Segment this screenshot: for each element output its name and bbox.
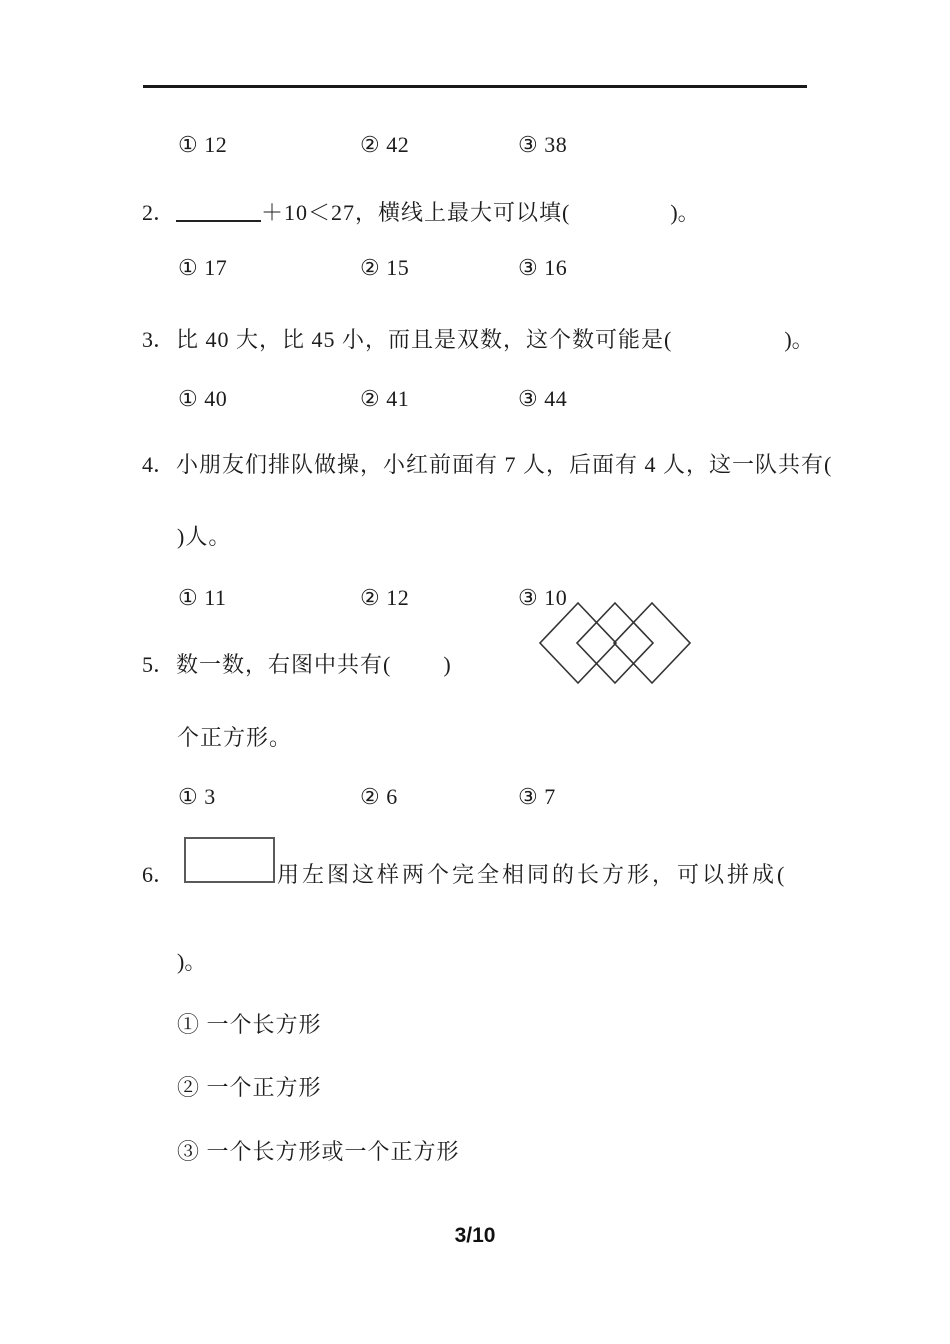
question-6-option-2: ② 一个正方形 (177, 1075, 322, 1100)
overlapping-squares-figure (535, 597, 695, 690)
fill-in-blank (176, 200, 261, 222)
question-5-continuation: 个正方形。 (177, 725, 293, 750)
option-1: ① 11 (178, 585, 227, 610)
option-1: ① 3 (178, 784, 216, 809)
question-5-body: 数一数，右图中共有( (176, 652, 392, 677)
question-2-number: 2． (142, 200, 176, 225)
option-3: ③ 16 (518, 255, 568, 280)
question-5-number: 5． (142, 652, 176, 677)
option-3: ③ 7 (518, 784, 556, 809)
rectangle-figure (184, 837, 275, 883)
option-2: ② 12 (360, 585, 410, 610)
question-6-number: 6． (142, 862, 176, 887)
option-2: ② 42 (360, 132, 410, 157)
header-rule (143, 85, 807, 88)
question-3-close: )。 (784, 327, 814, 352)
question-4-body: 小朋友们排队做操，小红前面有 7 人，后面有 4 人，这一队共有( (176, 452, 833, 477)
question-6-option-1: ① 一个长方形 (177, 1012, 322, 1037)
question-4-continuation: )人。 (177, 524, 232, 549)
question-2-body: ＋10＜27，横线上最大可以填( (261, 200, 571, 225)
option-1: ① 17 (178, 255, 228, 280)
page-number: 3/10 (454, 1224, 496, 1247)
question-2-close: )。 (670, 200, 700, 225)
question-4-number: 4． (142, 452, 176, 477)
option-3: ③ 38 (518, 132, 568, 157)
question-6-body: 用左图这样两个完全相同的长方形，可以拼成( (277, 862, 788, 887)
option-2: ② 6 (360, 784, 398, 809)
question-5-close: ) (443, 652, 451, 677)
question-2-text (142, 198, 700, 228)
question-3-body: 比 40 大，比 45 小，而且是双数，这个数可能是( (176, 327, 673, 352)
question-6-continuation: )。 (177, 949, 207, 974)
option-3: ③ 10 (518, 585, 568, 610)
option-1: ① 12 (178, 132, 228, 157)
question-3-number: 3． (142, 327, 176, 352)
option-2: ② 41 (360, 386, 410, 411)
question-5-text (142, 650, 451, 680)
option-2: ② 15 (360, 255, 410, 280)
option-3: ③ 44 (518, 386, 568, 411)
question-4-text (142, 450, 832, 480)
question-6-option-3: ③ 一个长方形或一个正方形 (177, 1139, 460, 1164)
question-6-text (277, 860, 787, 890)
option-1: ① 40 (178, 386, 228, 411)
question-3-text (142, 325, 814, 355)
